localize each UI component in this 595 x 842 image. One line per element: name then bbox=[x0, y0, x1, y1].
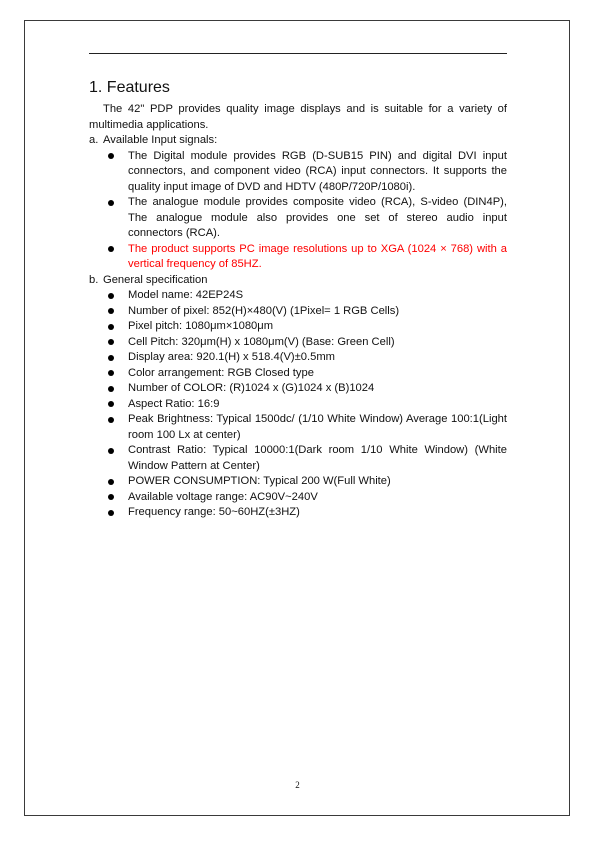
list-item bbox=[105, 505, 507, 521]
list-item-text: Display area: 920.1(H) x 518.4(V)±0.5mm bbox=[128, 351, 335, 363]
bullet-icon bbox=[108, 355, 114, 361]
list-item bbox=[105, 195, 507, 242]
list-item-text: Available voltage range: AC90V~240V bbox=[128, 490, 318, 503]
bullet-icon bbox=[108, 324, 114, 330]
list-item bbox=[105, 335, 507, 351]
list-item-text: Pixel pitch: 1080μm×1080μm bbox=[128, 320, 274, 332]
bullet-icon bbox=[108, 417, 114, 423]
list-item-highlight bbox=[105, 242, 507, 273]
bullet-icon bbox=[108, 510, 114, 516]
list-item-text: Aspect Ratio: 16:9 bbox=[128, 397, 220, 410]
list-item bbox=[105, 288, 507, 304]
section-a-label bbox=[89, 133, 507, 149]
list-item bbox=[105, 397, 507, 413]
section-heading: 1. Features bbox=[89, 79, 170, 96]
bullet-icon bbox=[108, 479, 114, 485]
section-b-label bbox=[89, 273, 507, 289]
list-item bbox=[105, 490, 507, 506]
list-item-text: Peak Brightness: Typical 1500dc/ (1/10 White Window) Average 100:1(Light room 100 Lx at center) bbox=[128, 413, 507, 441]
bullet-icon bbox=[108, 494, 114, 500]
list-item-text: Model name: 42EP24S bbox=[128, 289, 244, 301]
list-item-text: POWER CONSUMPTION: Typical 200 W(Full White) bbox=[128, 475, 391, 487]
section-b-list bbox=[89, 288, 507, 521]
document-body bbox=[89, 78, 507, 521]
list-item bbox=[105, 149, 507, 196]
bullet-icon bbox=[108, 401, 114, 407]
header-rule bbox=[89, 53, 507, 54]
list-item-text: The product supports PC image resolutions up to XGA (1024 × 768) with a vertical frequency of 85HZ. bbox=[128, 242, 507, 270]
list-item-text: Color arrangement: RGB Closed type bbox=[128, 366, 314, 379]
list-item-text: The analogue module provides composite video (RCA), S-video (DIN4P), The analogue module also provides one set of stereo audio input connectors (RCA). bbox=[128, 196, 507, 239]
list-item bbox=[105, 366, 507, 382]
list-item bbox=[105, 381, 507, 397]
list-item bbox=[105, 443, 507, 474]
list-item-text: Frequency range: 50~60HZ(±3HZ) bbox=[128, 506, 300, 518]
list-item bbox=[105, 474, 507, 490]
bullet-icon bbox=[108, 246, 114, 252]
bullet-icon bbox=[108, 386, 114, 392]
list-item-text: Number of COLOR: (R)1024 x (G)1024 x (B)1024 bbox=[128, 382, 375, 394]
section-b-title: General specification bbox=[103, 273, 208, 286]
list-item bbox=[105, 412, 507, 443]
bullet-icon bbox=[108, 370, 114, 376]
list-item-text: The Digital module provides RGB (D-SUB15 PIN) and digital DVI input connectors, and component video (RCA) input connectors. It supports the quality input image of DVD and HDTV (480P/720P/1080i). bbox=[128, 149, 507, 193]
list-item bbox=[105, 319, 507, 335]
bullet-icon bbox=[108, 339, 114, 345]
section-a-list bbox=[89, 149, 507, 273]
list-item bbox=[105, 350, 507, 366]
bullet-icon bbox=[108, 153, 114, 159]
section-a-letter: a. bbox=[89, 134, 99, 146]
list-item-text: Contrast Ratio: Typical 10000:1(Dark room 1/10 White Window) (White Window Pattern at Center) bbox=[128, 444, 507, 472]
page-number: 2 bbox=[295, 780, 300, 790]
section-b-letter: b. bbox=[89, 273, 99, 286]
list-item bbox=[105, 304, 507, 320]
section-a-title: Available Input signals: bbox=[103, 134, 218, 146]
list-item-text: Cell Pitch: 320μm(H) x 1080μm(V) (Base: Green Cell) bbox=[128, 335, 395, 348]
bullet-icon bbox=[108, 448, 114, 454]
intro-paragraph: The 42" PDP provides quality image displays and is suitable for a variety of multimedia applications. bbox=[89, 103, 507, 131]
bullet-icon bbox=[108, 308, 114, 314]
bullet-icon bbox=[108, 293, 114, 299]
bullet-icon bbox=[108, 200, 114, 206]
list-item-text: Number of pixel: 852(H)×480(V) (1Pixel= 1 RGB Cells) bbox=[128, 304, 400, 317]
